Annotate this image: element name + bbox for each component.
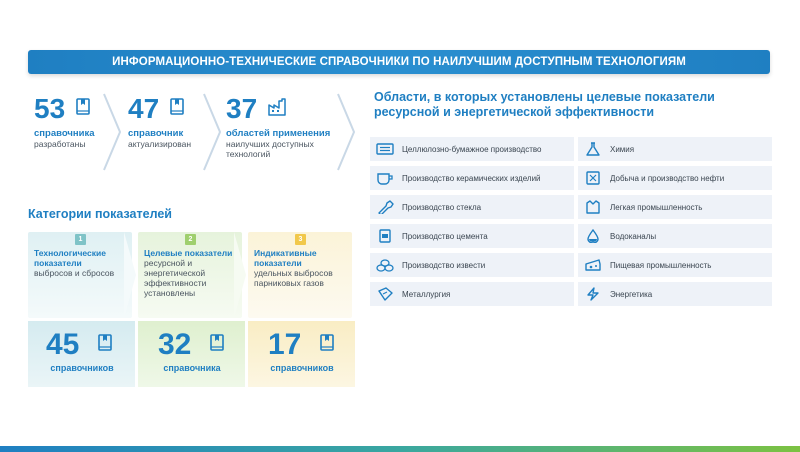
area-item [578,224,772,248]
categories-title: Категории показателей [28,207,172,221]
area-item [370,137,574,161]
flask-icon [584,142,602,156]
area-item [578,137,772,161]
cement-bag-icon [376,229,394,243]
area-label: Легкая промышленность [610,202,703,212]
category-badge: 1 [75,234,86,245]
category-desc: эффективности [144,278,207,288]
category-count: 45 [46,328,80,361]
book-icon [320,334,334,356]
category-count: 32 [158,328,192,361]
area-item [578,166,772,190]
category-heading: показатели [34,258,82,268]
area-item [578,195,772,219]
stat-number: 53 [34,93,66,124]
lightning-icon [584,287,602,301]
area-item [578,282,772,306]
category-heading: Технологические [34,248,106,258]
book-icon [76,98,90,120]
stat-sublabel: технологий [226,149,271,159]
area-label: Водоканалы [610,231,657,241]
stat-label: областей применения [226,128,331,139]
category-heading: Целевые показатели [144,248,233,258]
area-label: Производство керамических изделий [402,173,541,183]
category-column [138,232,242,318]
category-heading: показатели [254,258,302,268]
category-count-label: справочников [50,363,114,373]
area-label: Пищевая промышленность [610,260,712,270]
areas-title [374,90,764,120]
stat-label: справочник [128,128,184,139]
stat-sublabel: наилучших доступных [226,139,314,149]
category-desc: установлены [144,288,196,298]
stat-sublabel: разработаны [34,139,86,149]
category-column [28,232,132,318]
area-label: Энергетика [610,289,653,299]
paper-roll-icon [376,142,394,156]
category-desc: ресурсной и [144,258,193,268]
area-item [370,253,574,277]
bottle-icon [376,200,394,214]
oil-can-icon [584,171,602,185]
area-label: Металлургия [402,289,451,299]
area-item [370,166,574,190]
category-text [144,248,242,298]
factory-icon [268,98,288,121]
category-count-box [248,321,355,387]
area-label: Производство цемента [402,231,488,241]
category-count: 17 [268,328,302,361]
chevron-divider-icon [98,92,126,172]
category-badge: 3 [295,234,306,245]
category-count-label: справочников [270,363,334,373]
cup-icon [376,171,394,185]
area-item [370,224,574,248]
category-count-box [28,321,135,387]
area-label: Химия [610,144,635,154]
ingot-icon [376,287,394,301]
category-desc: удельных выбросов [254,268,333,278]
category-desc: выбросов и сбросов [34,268,115,278]
areas-title-line: Области, в которых установлены целевые показатели [374,90,715,104]
water-drop-icon [584,229,602,243]
area-item [370,282,574,306]
stones-icon [376,258,394,272]
bottom-accent-bar [0,446,800,452]
stat-number: 47 [128,93,160,124]
stat-number: 37 [226,93,258,124]
chevron-divider-icon [198,92,226,172]
area-label: Добыча и производство нефти [610,173,725,183]
area-item [578,253,772,277]
category-heading: Индикативные [254,248,317,258]
category-text [34,248,132,278]
page-title: ИНФОРМАЦИОННО-ТЕХНИЧЕСКИЕ СПРАВОЧНИКИ ПО НАИЛУЧШИМ ДОСТУПНЫМ ТЕХНОЛОГИЯМ [28,50,770,74]
cheese-icon [584,258,602,272]
area-label: Производство извести [402,260,486,270]
category-badge: 2 [185,234,196,245]
category-count-box [138,321,245,387]
book-icon [170,98,184,120]
category-count-label: справочника [163,363,221,373]
book-icon [98,334,112,356]
category-desc: энергетической [144,268,206,278]
category-column [248,232,352,318]
area-label: Целлюлозно-бумажное производство [402,144,542,154]
category-text [254,248,352,288]
stat-label: справочника [34,128,95,139]
stat-sublabel: актуализирован [128,139,192,149]
shirt-icon [584,200,602,214]
areas-title-line: ресурсной и энергетической эффективности [374,105,655,119]
category-desc: парниковых газов [254,278,324,288]
area-item [370,195,574,219]
book-icon [210,334,224,356]
area-label: Производство стекла [402,202,482,212]
chevron-divider-icon [332,92,360,172]
